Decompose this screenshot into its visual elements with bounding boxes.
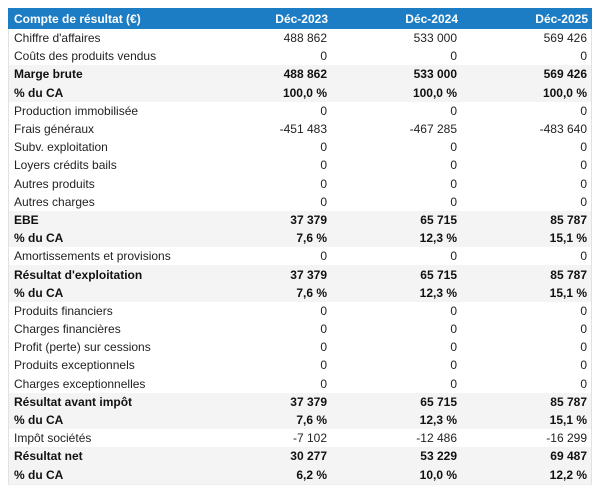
row-value: 0 [450,322,457,337]
row-value: 65 715 [420,212,457,227]
row-value: 0 [450,176,457,191]
table-row [9,265,591,283]
row-label: Chiffre d'affaires [14,31,101,46]
row-value: 6,2 % [296,467,327,482]
table-row [9,247,591,265]
row-value: 0 [580,322,587,337]
table-row [9,229,591,247]
table-row [9,29,591,47]
row-label: Subv. exploitation [14,140,108,155]
row-value: 0 [580,158,587,173]
row-value: 85 787 [550,267,587,282]
table-row [9,356,591,374]
row-value: 100,0 % [282,85,327,100]
row-value: 37 379 [290,394,327,409]
row-value: 0 [320,322,327,337]
row-value: 37 379 [290,267,327,282]
row-value: 69 487 [550,449,587,464]
row-value: 65 715 [420,267,457,282]
row-value: 0 [580,249,587,264]
row-value: -7 102 [292,431,327,446]
table-row [9,65,591,83]
row-value: 0 [450,249,457,264]
row-value: 100,0 % [542,85,587,100]
row-value: 7,6 % [296,413,327,428]
row-value: 488 862 [283,67,327,82]
column-header-dec-2024: Déc-2024 [405,11,458,26]
row-value: 0 [450,103,457,118]
table-row [9,193,591,211]
row-label: Amortissements et provisions [14,249,171,264]
row-value: 0 [580,376,587,391]
table-header-row [8,8,592,29]
row-value: 0 [450,158,457,173]
table-row [9,175,591,193]
row-value: 488 862 [283,31,327,46]
table-row [9,320,591,338]
row-label: Résultat avant impôt [14,394,133,409]
row-value: 569 426 [543,31,587,46]
row-value: 0 [320,103,327,118]
row-value: 0 [450,303,457,318]
row-value: 0 [450,194,457,209]
row-label: Résultat net [14,449,83,464]
table-row [9,156,591,174]
row-value: 12,2 % [549,467,587,482]
row-value: 0 [450,340,457,355]
row-value: 0 [320,176,327,191]
table-row [9,338,591,356]
row-value: 100,0 % [412,85,457,100]
row-value: 0 [450,376,457,391]
row-label: % du CA [14,285,64,300]
row-value: -467 285 [409,122,457,137]
row-value: 0 [450,49,457,64]
row-value: 533 000 [413,31,457,46]
row-value: 7,6 % [296,285,327,300]
row-value: 0 [320,358,327,373]
row-label: Résultat d'exploitation [14,267,143,282]
table-row [9,138,591,156]
row-label: Charges exceptionnelles [14,376,146,391]
row-label: Frais généraux [14,122,95,137]
row-value: 0 [320,49,327,64]
income-statement-table [8,8,592,485]
row-label: Autres produits [14,176,95,191]
row-label: % du CA [14,85,64,100]
row-label: Produits exceptionnels [14,358,135,373]
row-value: 53 229 [420,449,457,464]
row-value: 0 [580,103,587,118]
table-row [9,84,591,102]
table-row [9,120,591,138]
row-value: 0 [320,249,327,264]
row-label: Coûts des produits vendus [14,49,157,64]
row-label: Charges financières [14,322,121,337]
row-value: 15,1 % [549,231,587,246]
table-row [9,211,591,229]
row-value: 0 [450,358,457,373]
row-label: Production immobilisée [14,103,139,118]
table-title: Compte de résultat (€) [14,11,141,26]
row-label: Marge brute [14,67,83,82]
table-row [9,302,591,320]
row-value: 0 [580,176,587,191]
row-value: 30 277 [290,449,327,464]
row-value: 65 715 [420,394,457,409]
table-row [9,411,591,429]
table-row [9,284,591,302]
row-label: % du CA [14,231,64,246]
row-value: 0 [320,303,327,318]
column-header-dec-2025: Déc-2025 [535,11,588,26]
row-label: Profit (perte) sur cessions [14,340,151,355]
row-value: 0 [580,194,587,209]
row-value: 569 426 [543,67,587,82]
row-value: 0 [320,140,327,155]
row-value: -16 299 [546,431,587,446]
row-value: 37 379 [290,212,327,227]
column-header-dec-2023: Déc-2023 [275,11,328,26]
row-value: 533 000 [413,67,457,82]
row-label: Produits financiers [14,303,113,318]
row-label: % du CA [14,413,64,428]
row-value: 0 [580,340,587,355]
table-row [9,102,591,120]
row-value: -451 483 [279,122,327,137]
row-value: 85 787 [550,394,587,409]
row-value: 12,3 % [419,285,457,300]
table-row [9,393,591,411]
row-value: 0 [580,303,587,318]
row-value: 0 [320,194,327,209]
row-value: 12,3 % [419,231,457,246]
row-value: 0 [320,376,327,391]
row-value: 0 [580,140,587,155]
row-value: 0 [320,158,327,173]
row-value: 0 [450,140,457,155]
row-value: 0 [580,49,587,64]
row-value: 7,6 % [296,231,327,246]
row-value: 12,3 % [419,413,457,428]
row-value: 15,1 % [549,285,587,300]
row-value: 10,0 % [419,467,457,482]
row-label: Loyers crédits bails [14,158,117,173]
row-value: 85 787 [550,212,587,227]
row-label: EBE [14,212,39,227]
row-label: Autres charges [14,194,95,209]
table-row [9,447,591,465]
row-value: 0 [320,340,327,355]
row-label: % du CA [14,467,64,482]
table-row [9,429,591,447]
table-row [9,47,591,65]
row-value: 0 [580,358,587,373]
row-value: -12 486 [416,431,457,446]
table-row [9,466,591,484]
table-row [9,375,591,393]
row-value: -483 640 [539,122,587,137]
row-value: 15,1 % [549,413,587,428]
row-label: Impôt sociétés [14,431,92,446]
table-body [9,29,591,484]
